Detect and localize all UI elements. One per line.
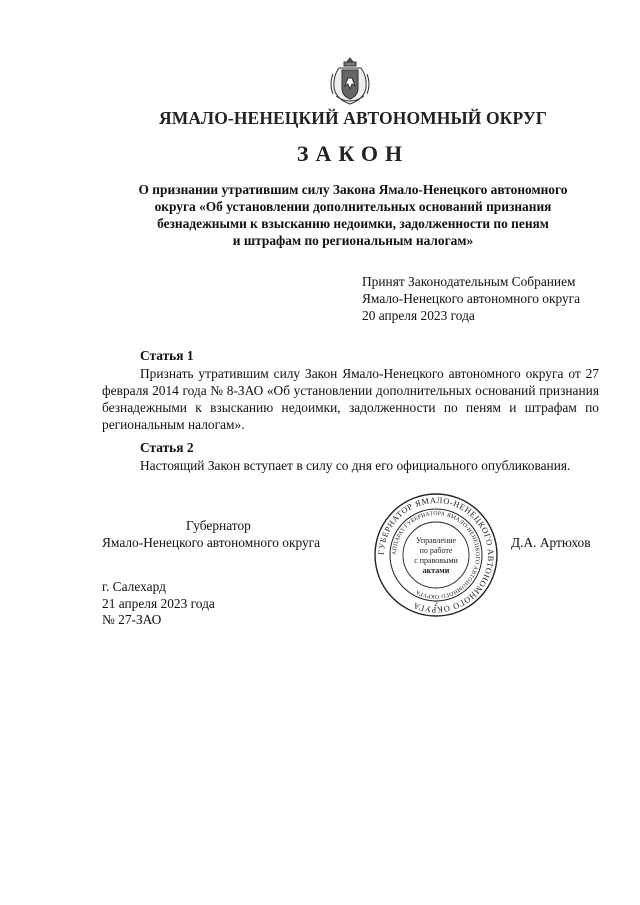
governor-name: Д.А. Артюхов	[511, 535, 591, 550]
seal-inner-text: АППАРАТ ГУБЕРНАТОРА ЯМАЛО-НЕНЕЦКОГО АВТОНОМНОГО ОКРУГА	[391, 510, 481, 600]
article-1-heading: Статья 1	[140, 348, 194, 363]
city: г. Салехард	[102, 579, 166, 594]
article-2-text: Настоящий Закон вступает в силу со дня его официального опубликования.	[140, 458, 571, 473]
official-seal	[373, 492, 499, 618]
law-number: № 27-ЗАО	[102, 612, 162, 627]
seal-center-line: актами	[422, 566, 450, 575]
governor-region: Ямало-Ненецкого автономного округа	[102, 535, 321, 550]
signing-date: 21 апреля 2023 года	[102, 595, 215, 611]
adoption-line: Ямало-Ненецкого автономного округа	[362, 291, 581, 306]
governor-title: Губернатор	[186, 518, 251, 533]
law-title-line: безнадежными к взысканию недоимки, задолженности по пеням	[157, 216, 549, 231]
article-2-heading: Статья 2	[140, 440, 194, 455]
seal-outer-text: ГУБЕРНАТОР ЯМАЛО-НЕНЕЦКОГО АВТОНОМНОГО ОКРУГА	[376, 495, 496, 615]
region-name: ЯМАЛО-НЕНЕЦКИЙ АВТОНОМНЫЙ ОКРУГ	[158, 108, 548, 128]
svg-text:АППАРАТ ГУБЕРНАТОРА ЯМАЛО-НЕНЕ	[392, 511, 480, 599]
seal-center-line: с правовыми	[414, 556, 458, 565]
seal-center-line: Управление	[415, 536, 457, 545]
article-1-text: Признать утратившим силу Закон Ямало-Ненецкого автономного округа от 27 февраля 2014 года № 8-ЗАО «Об установлении дополнительных оснований признания безнадежными к взысканию недоимки, задолженности по пеням и штрафам по региональным налогам».	[102, 366, 599, 432]
law-title	[100, 181, 606, 249]
seal-center-line: по работе	[419, 546, 453, 555]
place-date-block	[102, 579, 215, 629]
seal-number: 2	[434, 600, 438, 608]
adoption-date: 20 апреля 2023 года	[362, 308, 475, 323]
law-title-line: и штрафам по региональным налогам»	[232, 233, 474, 248]
law-title-line: округа «Об установлении дополнительных оснований признания	[154, 199, 552, 214]
coat-of-arms-emblem	[327, 56, 373, 106]
law-title-line: О признании утратившим силу Закона Ямало-Ненецкого автономного	[138, 182, 568, 197]
adoption-block	[362, 273, 580, 324]
adoption-line: Принят Законодательным Собранием	[362, 274, 576, 289]
document-type: ЗАКОН	[296, 141, 410, 166]
